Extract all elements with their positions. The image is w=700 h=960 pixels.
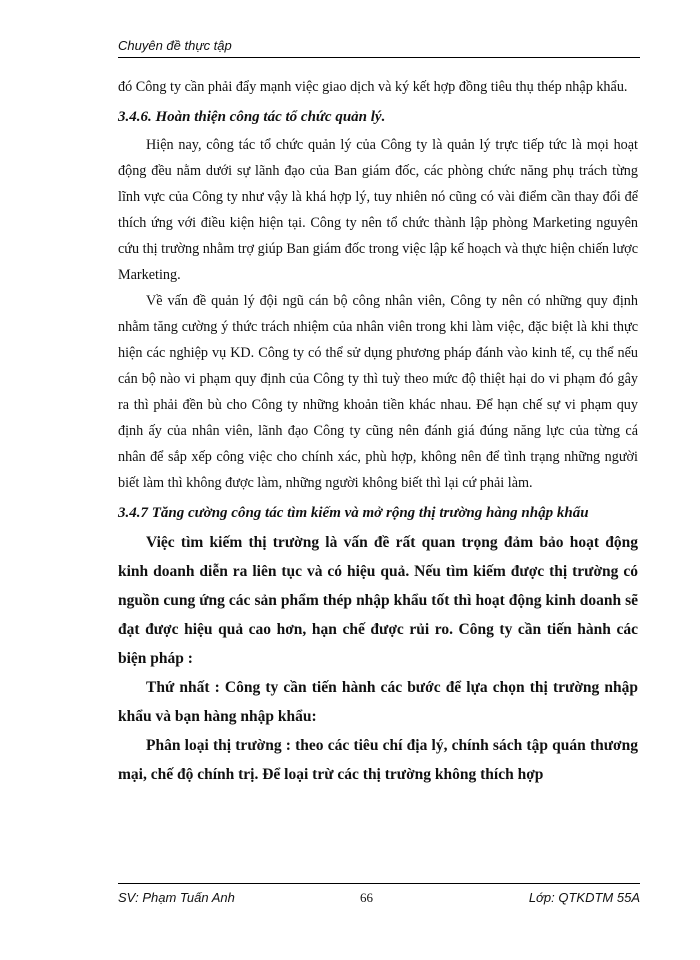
paragraph-first-step: Thứ nhất : Công ty cần tiến hành các bước để lựa chọn thị trường nhập khẩu và bạn hàng nhập khẩu: — [118, 679, 638, 725]
footer-divider — [118, 883, 640, 884]
section-heading-3-4-7: 3.4.7 Tăng cường công tác tìm kiếm và mở rộng thị trường hàng nhập khẩu — [118, 505, 589, 521]
section-heading-3-4-6: 3.4.6. Hoàn thiện công tác tổ chức quản lý. — [118, 109, 386, 125]
paragraph-market-classification: Phân loại thị trường : theo các tiêu chí địa lý, chính sách tập quán thương mại, chế độ chính trị. Để loại trừ các thị trường không thích hợp — [118, 737, 638, 783]
footer-page-number: 66 — [360, 890, 373, 905]
intro-paragraph: đó Công ty cần phải đẩy mạnh việc giao dịch và ký kết hợp đồng tiêu thụ thép nhập khẩu. — [118, 79, 628, 95]
paragraph-market-search: Việc tìm kiếm thị trường là vấn đề rất quan trọng đảm bảo hoạt động kinh doanh diễn ra liên tục và có hiệu quả. Nếu tìm kiếm được thị trường có nguồn cung ứng các sản phẩm thép nhập khẩu tốt thì hoạt động kinh doanh sẽ đạt được hiệu quả cao hơn, hạn chế được rủi ro. Công ty cần tiến hành các biện pháp : — [118, 534, 638, 667]
footer-class: Lớp: QTKDTM 55A — [528, 890, 640, 905]
paragraph-staff-management: Về vấn đề quản lý đội ngũ cán bộ công nhân viên, Công ty nên có những quy định nhằm tăng cường ý thức trách nhiệm của nhân viên trong khi làm việc, đặc biệt là khi thực hiện các nghiệp vụ KD. Công ty có thể sử dụng phương pháp đánh vào kinh tế, cụ thể nếu cán bộ nào vi phạm quy định của Công ty thì tuỳ theo mức độ thiệt hại do vi phạm đó gây ra thì phải đền bù cho Công ty những khoản tiền khác nhau. Để hạn chế sự vi phạm quy định ấy của nhân viên, lãnh đạo Công ty cũng nên đánh giá đúng năng lực của từng cá nhân để sắp xếp công việc cho chính xác, phù hợp, không nên để tình trạng những người biết làm thì không được làm, những người không biết thì lại cứ phải làm. — [118, 293, 638, 491]
page-header: Chuyên đề thực tập — [118, 38, 232, 53]
paragraph-management-structure: Hiện nay, công tác tổ chức quản lý của Công ty là quản lý trực tiếp tức là mọi hoạt động đều nằm dưới sự lãnh đạo của Ban giám đốc, các phòng chức năng phụ trách từng lĩnh vực của Công ty như vậy là khá hợp lý, tuy nhiên nó cũng có vài điểm cần thay đổi để thích ứng với điều kiện hiện tại. Công ty nên tổ chức thành lập phòng Marketing nguyên cứu thị trường nhằm trợ giúp Ban giám đốc trong việc lập kế hoạch và thực hiện chiến lược Marketing. — [118, 137, 638, 283]
page-body — [118, 74, 638, 789]
footer-student-name: SV: Phạm Tuấn Anh — [118, 890, 235, 905]
header-divider — [118, 57, 640, 58]
